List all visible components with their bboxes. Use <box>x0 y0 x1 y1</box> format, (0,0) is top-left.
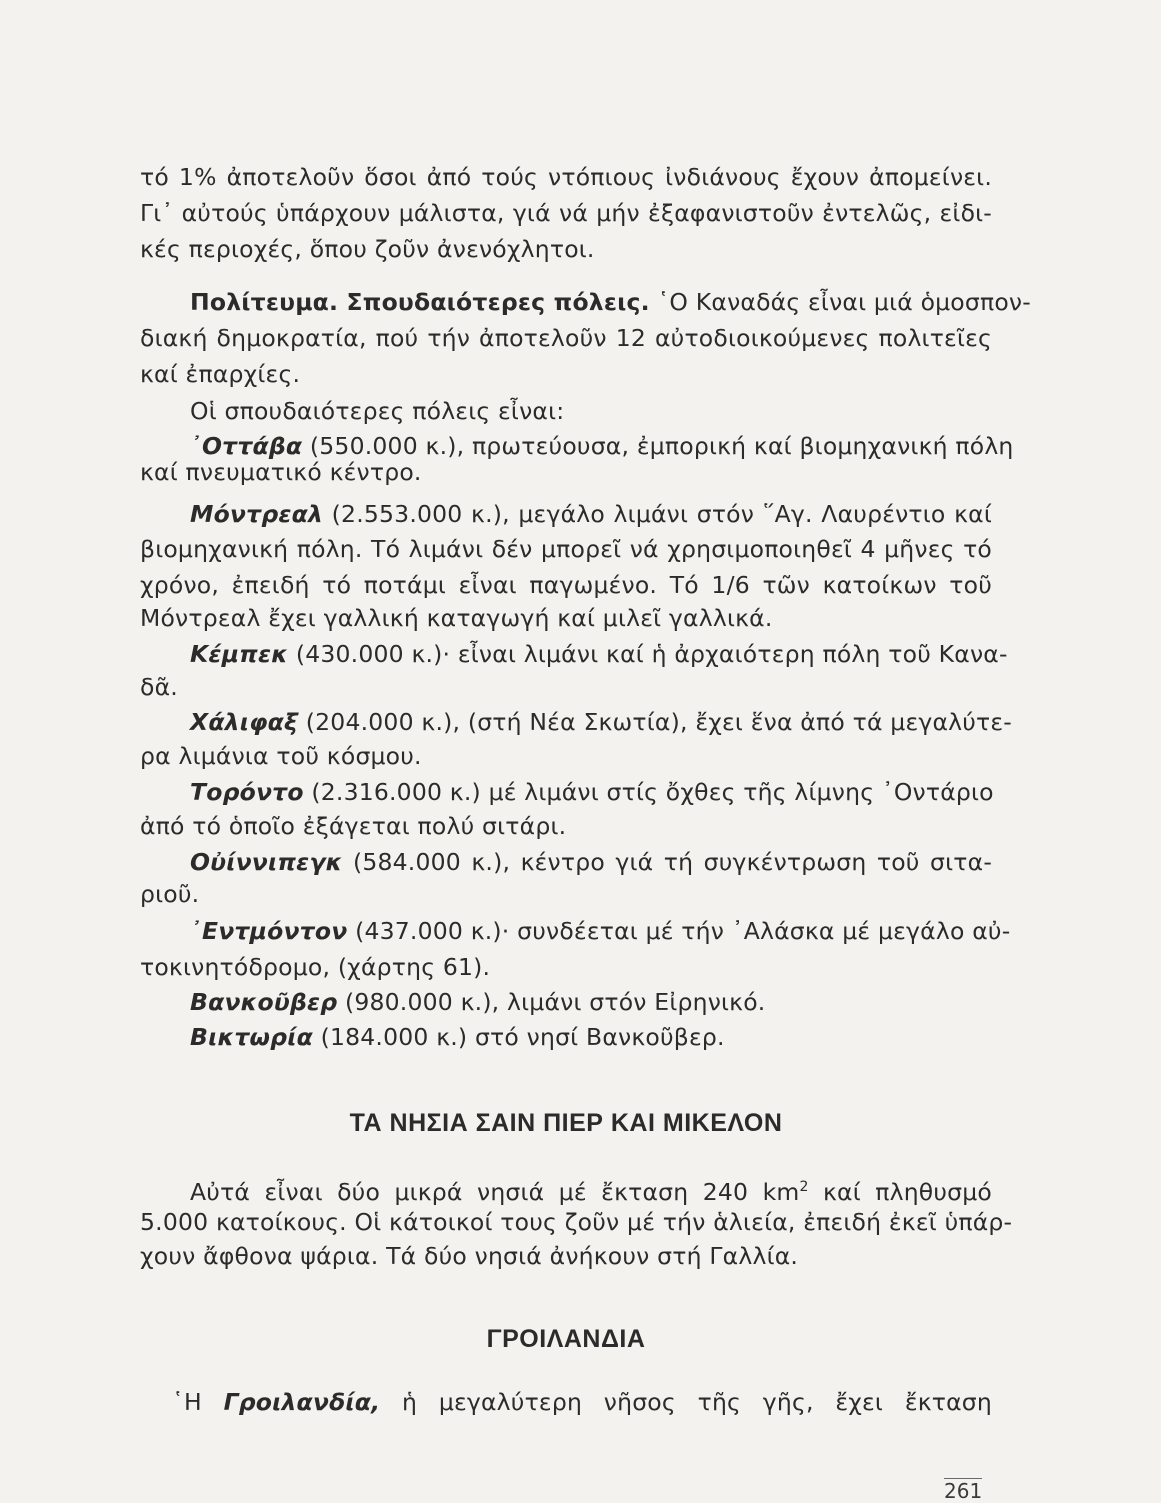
page-number: 261 <box>944 1479 983 1503</box>
text-span: ῾Ο Καναδάς εἶναι μιά ὁμοσπον- <box>649 288 1031 316</box>
text-line: Μόντρεαλ ἔχει γαλλική καταγωγή καί μιλεῖ γαλλικά. <box>140 604 773 632</box>
text-span: ῾Η <box>172 1388 224 1416</box>
section-lead: Πολίτευμα. Σπουδαιότερες πόλεις. <box>190 288 650 316</box>
text-span: (204.000 κ.), (στή Νέα Σκωτία), ἔχει ἕνα ἀπό τά μεγαλύτε- <box>298 708 1012 736</box>
section-heading: ΓΡΟΙΛΑΝΔΙΑ <box>486 1325 646 1353</box>
city-name: Κέμπεκ <box>190 640 289 668</box>
text-line: χρόνο, ἐπειδή τό ποτάμι εἶναι παγωμένο. Τό 1/6 τῶν κατοίκων τοῦ <box>140 571 992 599</box>
city-name: Βικτωρία <box>190 1023 313 1051</box>
city-entry <box>190 497 992 531</box>
text-line: διακή δημοκρατία, πού τήν ἀποτελοῦν 12 αὐτοδιοικούμενες πολιτεῖες <box>140 324 992 352</box>
text-line: Οἱ σπουδαιότερες πόλεις εἶναι: <box>190 397 565 425</box>
city-entry <box>190 985 992 1019</box>
text-span: ἡ μεγαλύτερη νῆσος τῆς γῆς, ἔχει ἔκταση <box>380 1388 992 1416</box>
city-name: Τορόντο <box>190 778 304 806</box>
text-span: καί πληθυσμό <box>808 1177 992 1206</box>
text-span: Αὐτά εἶναι δύο μικρά νησιά μέ ἔκταση 240 km <box>190 1177 800 1206</box>
paragraph-line <box>172 1385 992 1419</box>
city-name: Βανκοῦβερ <box>190 988 338 1016</box>
text-line: τό 1% ἀποτελοῦν ὅσοι ἀπό τούς ντόπιους ἰνδιάνους ἔχουν ἀπομείνει. <box>140 163 992 191</box>
text-line: ἀπό τό ὁποῖο ἐξάγεται πολύ σιτάρι. <box>140 812 567 840</box>
city-name: ᾽Εντμόντον <box>190 917 348 945</box>
text-line: ρα λιμάνια τοῦ κόσμου. <box>140 742 422 770</box>
text-line: καί πνευματικό κέντρο. <box>140 458 422 486</box>
text-span: (430.000 κ.)· εἶναι λιμάνι καί ἡ ἀρχαιότερη πόλη τοῦ Κανα- <box>288 640 1008 668</box>
city-entry <box>190 775 992 809</box>
text-span: (584.000 κ.), κέντρο γιά τή συγκέντρωση τοῦ σιτα- <box>342 848 992 876</box>
text-span: (980.000 κ.), λιμάνι στόν Εἰρηνικό. <box>337 988 766 1016</box>
city-entry <box>190 1020 992 1054</box>
paragraph-line <box>190 285 1031 319</box>
superscript: 2 <box>799 1179 809 1195</box>
text-span: (2.553.000 κ.), μεγάλο λιμάνι στόν ῞Αγ. Λαυρέντιο καί <box>323 500 992 528</box>
text-span: (437.000 κ.)· συνδέεται μέ τήν ᾽Αλάσκα μέ μεγάλο αὐ- <box>347 917 1011 945</box>
city-entry <box>190 705 1012 739</box>
paragraph-line <box>190 1170 992 1209</box>
city-name: Μόντρεαλ <box>190 500 324 528</box>
city-entry <box>190 637 1008 671</box>
text-span: (2.316.000 κ.) μέ λιμάνι στίς ὄχθες τῆς λίμνης ᾽Οντάριο <box>303 778 994 806</box>
text-span: (550.000 κ.), πρωτεύουσα, ἐμπορική καί βιομηχανική πόλη <box>302 432 1014 460</box>
text-line: βιομηχανική πόλη. Τό λιμάνι δέν μπορεῖ νά χρησιμοποιηθεῖ 4 μῆνες τό <box>140 535 992 563</box>
text-line: δᾶ. <box>140 673 178 701</box>
text-line: Γι᾽ αὐτούς ὑπάρχουν μάλιστα, γιά νά μήν ἐξαφανιστοῦν ἐντελῶς, εἰδι- <box>140 199 992 227</box>
city-entry <box>190 914 1011 948</box>
text-line: 5.000 κατοίκους. Οἱ κάτοικοί τους ζοῦν μέ τήν ἁλιεία, ἐπειδή ἐκεῖ ὑπάρ- <box>140 1208 1013 1236</box>
city-name: Οὐίννιπεγκ <box>190 848 343 876</box>
city-entry <box>190 845 992 879</box>
text-span: (184.000 κ.) στό νησί Βανκοῦβερ. <box>312 1023 725 1051</box>
text-line: καί ἐπαρχίες. <box>140 360 301 388</box>
text-line: ριοῦ. <box>140 880 200 908</box>
place-name: Γροιλανδία, <box>223 1388 381 1416</box>
section-heading: ΤΑ ΝΗΣΙΑ ΣΑΙΝ ΠΙΕΡ ΚΑΙ ΜΙΚΕΛΟΝ <box>349 1109 783 1137</box>
text-line: τοκινητόδρομο, (χάρτης 61). <box>140 953 491 981</box>
city-name: ᾽Οττάβα <box>190 432 303 460</box>
text-line: χουν ἄφθονα ψάρια. Τά δύο νησιά ἀνήκουν στή Γαλλία. <box>140 1242 799 1270</box>
city-name: Χάλιφαξ <box>190 708 299 736</box>
text-line: κές περιοχές, ὅπου ζοῦν ἀνενόχλητοι. <box>140 235 595 263</box>
